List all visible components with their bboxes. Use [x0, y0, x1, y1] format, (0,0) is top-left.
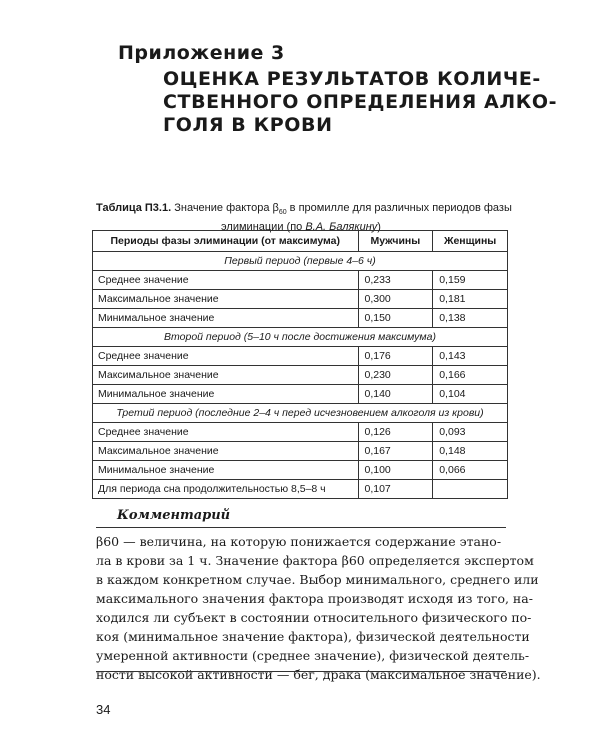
women-value: 0,148	[433, 442, 508, 461]
men-value: 0,167	[358, 442, 433, 461]
table-caption-text: в промилле для различных периодов фазы	[286, 202, 512, 214]
women-value: 0,066	[433, 461, 508, 480]
table-row	[93, 309, 508, 328]
row-label: Для периода сна продолжительностью 8,5–8 ч	[93, 480, 359, 499]
table-row	[93, 480, 508, 499]
comment-heading: Комментарий	[117, 508, 231, 523]
period-row	[93, 404, 508, 423]
women-value: 0,159	[433, 271, 508, 290]
appendix-label: Приложение 3	[118, 42, 285, 64]
comment-line: β60 — величина, на которую понижается содержание этано-	[96, 534, 502, 549]
comment-line: ходился ли субъект в состоянии относительного физического по-	[96, 610, 532, 625]
table-row	[93, 271, 508, 290]
period-row	[93, 328, 508, 347]
chapter-title	[163, 68, 558, 137]
men-value: 0,233	[358, 271, 433, 290]
women-value: 0,138	[433, 309, 508, 328]
women-value: 0,104	[433, 385, 508, 404]
page-number: 34	[96, 702, 111, 717]
period-heading: Второй период (5–10 ч после достижения максимума)	[93, 328, 508, 347]
table-row	[93, 366, 508, 385]
comment-line: ла в крови за 1 ч. Значение фактора β60 определяется экспертом	[96, 553, 534, 568]
row-label: Максимальное значение	[93, 366, 359, 385]
table-row	[93, 385, 508, 404]
table-header-row	[93, 231, 508, 252]
row-label: Минимальное значение	[93, 385, 359, 404]
table-caption-text: Значение фактора β	[171, 202, 279, 214]
table-caption-subscript: 60	[278, 209, 287, 217]
period-row	[93, 252, 508, 271]
men-value: 0,176	[358, 347, 433, 366]
men-value: 0,100	[358, 461, 433, 480]
chapter-title-line: СТВЕННОГО ОПРЕДЕЛЕНИЯ АЛКО-	[163, 91, 558, 113]
row-label: Минимальное значение	[93, 309, 359, 328]
comment-body	[96, 532, 541, 684]
comment-line: максимального значения фактора производят исходя из того, на-	[96, 591, 533, 606]
table-caption-author: В.А. Балякину	[305, 221, 378, 234]
comment-line: в каждом конкретном случае. Выбор минимального, среднего или	[96, 572, 539, 587]
men-value: 0,107	[358, 480, 433, 499]
comment-divider-top	[96, 527, 506, 528]
period-heading: Первый период (первые 4–6 ч)	[93, 252, 508, 271]
comment-line: ности высокой активности — бег, драка (максимальное значение).	[96, 667, 541, 682]
women-value: 0,181	[433, 290, 508, 309]
chapter-title-line: ОЦЕНКА РЕЗУЛЬТАТОВ КОЛИЧЕ-	[163, 68, 541, 90]
row-label: Среднее значение	[93, 271, 359, 290]
women-value: 0,166	[433, 366, 508, 385]
men-value: 0,300	[358, 290, 433, 309]
women-value: 0,143	[433, 347, 508, 366]
table-row	[93, 423, 508, 442]
comment-line: коя (минимальное значение фактора), физической деятельности	[96, 629, 530, 644]
comment-line: умеренной активности (среднее значение), физической деятель-	[96, 648, 530, 663]
chapter-title-line: ГОЛЯ В КРОВИ	[163, 114, 333, 136]
column-header-periods: Периоды фазы элиминации (от максимума)	[93, 231, 359, 252]
comment-divider-bottom	[96, 671, 506, 672]
elimination-factor-table	[92, 230, 508, 499]
table-row	[93, 461, 508, 480]
table-row	[93, 347, 508, 366]
row-label: Минимальное значение	[93, 461, 359, 480]
table-caption-line	[96, 201, 512, 220]
men-value: 0,140	[358, 385, 433, 404]
women-value	[433, 480, 508, 499]
men-value: 0,150	[358, 309, 433, 328]
men-value: 0,230	[358, 366, 433, 385]
women-value: 0,093	[433, 423, 508, 442]
table-caption-text: )	[377, 221, 381, 234]
table-caption-text: элиминации (по	[221, 221, 306, 234]
table-caption-number: Таблица П3.1.	[96, 202, 172, 214]
table-row	[93, 442, 508, 461]
column-header-men: Мужчины	[358, 231, 433, 252]
men-value: 0,126	[358, 423, 433, 442]
period-heading: Третий период (последние 2–4 ч перед исчезновением алкоголя из крови)	[93, 404, 508, 423]
row-label: Среднее значение	[93, 423, 359, 442]
row-label: Среднее значение	[93, 347, 359, 366]
row-label: Максимальное значение	[93, 290, 359, 309]
table-row	[93, 290, 508, 309]
column-header-women: Женщины	[433, 231, 508, 252]
row-label: Максимальное значение	[93, 442, 359, 461]
